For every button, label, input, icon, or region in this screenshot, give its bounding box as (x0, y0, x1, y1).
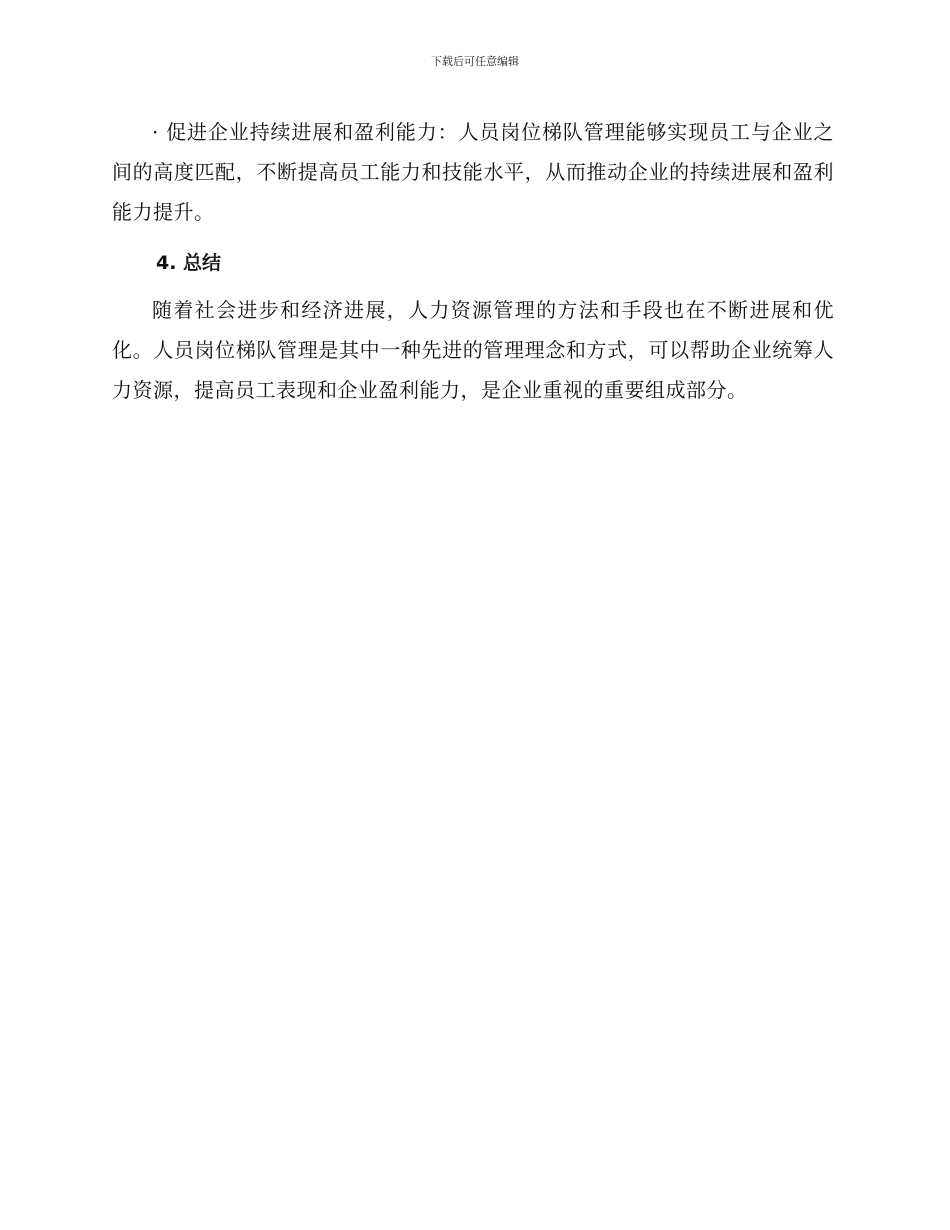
document-body (112, 112, 834, 410)
bullet-paragraph: · 促进企业持续进展和盈利能力：人员岗位梯队管理能够实现员工与企业之间的高度匹配，不断提高员工能力和技能水平，从而推动企业的持续进展和盈利能力提升。 (112, 120, 834, 224)
page-header: 下载后可任意编辑 (431, 55, 519, 68)
summary-paragraph: 随着社会进步和经济进展，人力资源管理的方法和手段也在不断进展和优化。人员岗位梯队管理是其中一种先进的管理理念和方式，可以帮助企业统筹人力资源，提高员工表现和企业盈利能力，是企业重视的重要组成部分。 (112, 298, 834, 402)
section-heading: 4. 总结 (156, 252, 222, 274)
